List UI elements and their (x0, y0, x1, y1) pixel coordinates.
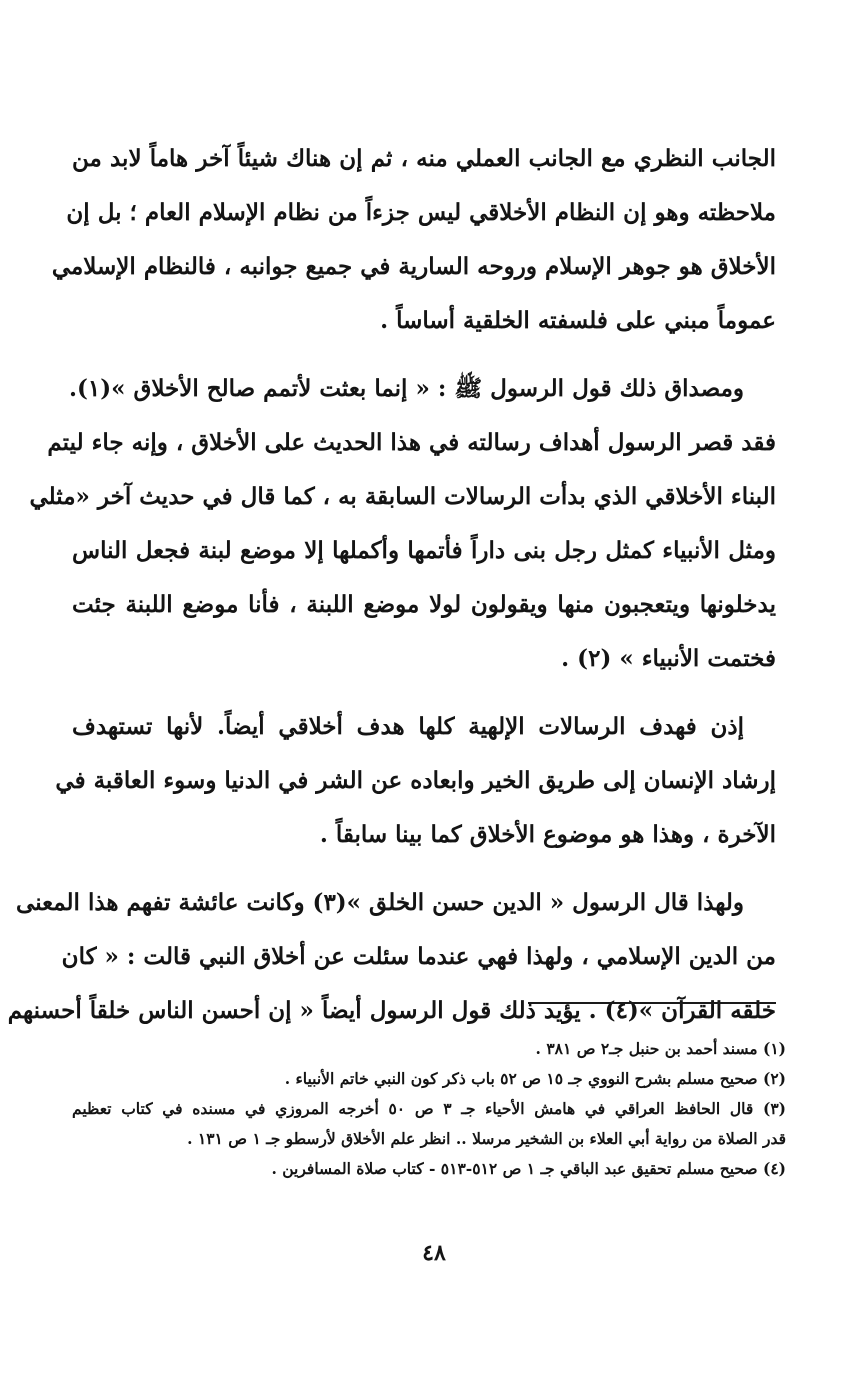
paragraph-4 (7, 876, 776, 1038)
footnote: (٤) صحيح مسلم تحقيق عبد الباقي جـ ١ ص ٥١٢-٥١٣ - كتاب صلاة المسافرين . (271, 1159, 786, 1178)
text-line: الأخلاق هو جوهر الإسلام وروحه السارية في جميع جوانبه ، فالنظام الإسلامي (51, 253, 776, 280)
paragraph-2 (29, 362, 776, 686)
text-line: من الدين الإسلامي ، ولهذا فهي عندما سئلت عن أخلاق النبي قالت : « كان (61, 943, 776, 970)
text-line: ولهذا قال الرسول « الدين حسن الخلق »(٣) وكانت عائشة تفهم هذا المعنى (16, 889, 744, 916)
text-line: خلقه القرآن »(٤) . يؤيد ذلك قول الرسول أيضاً « إن أحسن الناس خلقاً أحسنهم (7, 997, 776, 1024)
footnote: (١) مسند أحمد بن حنبل جـ٢ ص ٣٨١ . (535, 1039, 786, 1058)
paragraph-gap (72, 348, 776, 362)
text-line: ومصداق ذلك قول الرسول ﷺ : « إنما بعثت لأتمم صالح الأخلاق »(١). (68, 375, 744, 402)
paragraph-gap (72, 686, 776, 700)
text-line: الجانب النظري مع الجانب العملي منه ، ثم إن هناك شيئاً آخر هاماً لابد من (72, 145, 776, 172)
text-line: الآخرة ، وهذا هو موضوع الأخلاق كما بينا سابقاً . (319, 821, 776, 848)
text-line: عموماً مبني على فلسفته الخلقية أساساً . (380, 307, 776, 334)
footnotes (72, 1034, 786, 1184)
text-line: ومثل الأنبياء كمثل رجل بنى داراً فأتمها وأكملها إلا موضع لبنة فجعل الناس (72, 537, 776, 564)
page-number: ٤٨ (422, 1240, 446, 1266)
text-line: ملاحظته وهو إن النظام الأخلاقي ليس جزءاً من نظام الإسلام العام ؛ بل إن (66, 199, 776, 226)
main-text (7, 132, 776, 1038)
footnote-divider (528, 1002, 776, 1004)
paragraph-1 (51, 132, 776, 348)
text-line: فختمت الأنبياء » (٢) . (561, 645, 776, 672)
paragraph-gap (72, 862, 776, 876)
footnote: (٢) صحيح مسلم بشرح النووي جـ ١٥ ص ٥٢ باب ذكر كون النبي خاتم الأنبياء . (284, 1069, 786, 1088)
footnote: (٣) قال الحافظ العراقي في هامش الأحياء جـ ٣ ص ٥٠ أخرجه المروزي في مسنده في كتاب تعظيم (72, 1099, 786, 1118)
text-line: البناء الأخلاقي الذي بدأت الرسالات السابقة به ، كما قال في حديث آخر «مثلي (29, 483, 776, 510)
paragraph-3 (55, 700, 776, 862)
text-line: إرشاد الإنسان إلى طريق الخير وابعاده عن الشر في الدنيا وسوء العاقبة في (55, 767, 776, 794)
text-line: إذن فهدف الرسالات الإلهية كلها هدف أخلاقي أيضاً. لأنها تستهدف (72, 713, 744, 740)
text-line: فقد قصر الرسول أهداف رسالته في هذا الحديث على الأخلاق ، وإنه جاء ليتم (47, 429, 776, 456)
footnote-continuation: قدر الصلاة من رواية أبي العلاء بن الشخير مرسلا .. انظر علم الأخلاق لأرسطو جـ ١ ص ١٣١ . (187, 1129, 786, 1148)
text-line: يدخلونها ويتعجبون منها ويقولون لولا موضع اللبنة ، فأنا موضع اللبنة جئت (72, 591, 776, 618)
